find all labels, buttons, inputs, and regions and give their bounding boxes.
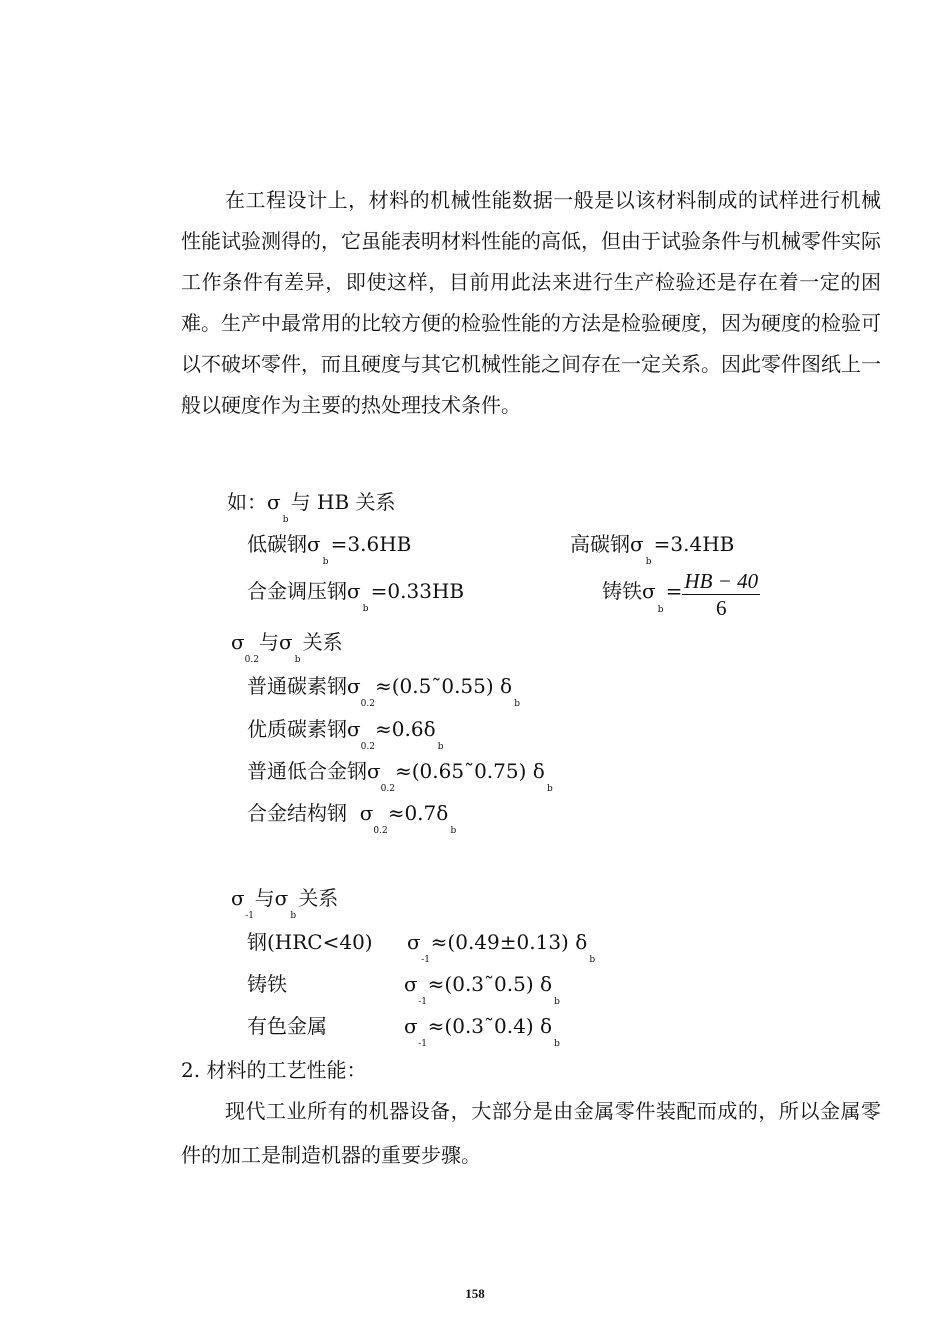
row-cast-iron-label: 铸铁 <box>247 972 287 996</box>
intro-paragraph: 在工程设计上，材料的机械性能数据一般是以该材料制成的试样进行机械性能试验测得的，它虽能表明材料性能的高低，但由于试验条件与机械零件实际工作条件有差异，即使这样，目前用此法来进行生产检验还是存在着一定的困难。生产中最常用的比较方便的检验性能的方法是检验硬度，因为硬度的检验可以不破坏零件，而且硬度与其它机械性能之间存在一定关系。因此零件图纸上一般以硬度作为主要的热处理技术条件。 <box>181 188 881 417</box>
fraction-denominator: 6 <box>716 595 727 620</box>
section-sigma-1-sigmab-heading: σ-1与σb关系 <box>231 886 339 921</box>
fraction <box>682 569 760 621</box>
formula-low-alloy-steel: 普通低合金钢σ0.2≈(0.65˜0.75) δb <box>247 759 553 794</box>
row-nonferrous-label: 有色金属 <box>247 1014 327 1038</box>
formula-alloy-tempered-steel: 合金调压钢σb=0.33HB <box>247 579 465 614</box>
formula-quality-carbon-steel: 优质碳素钢σ0.2≈0.6δb <box>247 717 444 752</box>
closing-paragraph: 现代工业所有的机器设备，大部分是由金属零件装配而成的，所以金属零件的加工是制造机器的重要步骤。 <box>181 1099 881 1167</box>
page-number: 158 <box>465 1286 485 1301</box>
formula-cast-iron-fatigue: σ-1≈(0.3˜0.5) δb <box>404 972 560 1007</box>
row-steel-label: 钢(HRC<40) <box>247 930 373 954</box>
formula-high-carbon-steel: 高碳钢σb=3.4HB <box>570 532 735 567</box>
formula-low-carbon-steel: 低碳钢σb=3.6HB <box>247 532 412 567</box>
fraction-numerator: HB − 40 <box>684 568 759 593</box>
formula-steel-fatigue: σ-1≈(0.49±0.13) δb <box>407 930 596 965</box>
section-heading-process-properties: 2. 材料的工艺性能： <box>181 1058 367 1082</box>
formula-alloy-structural-steel: 合金结构钢 σ0.2≈0.7δb <box>247 801 457 836</box>
section-sigma-b-hb-heading: 如：σb与 HB 关系 <box>227 490 396 525</box>
formula-plain-carbon-steel: 普通碳素钢σ0.2≈(0.5˜0.55) δb <box>247 674 520 709</box>
section-sigma02-sigmab-heading: σ0.2与σb关系 <box>231 630 343 665</box>
formula-nonferrous-fatigue: σ-1≈(0.3˜0.4) δb <box>404 1014 560 1049</box>
formula-cast-iron: 铸铁σb= $\frac{HB - 40}{6}$ <box>602 568 759 620</box>
